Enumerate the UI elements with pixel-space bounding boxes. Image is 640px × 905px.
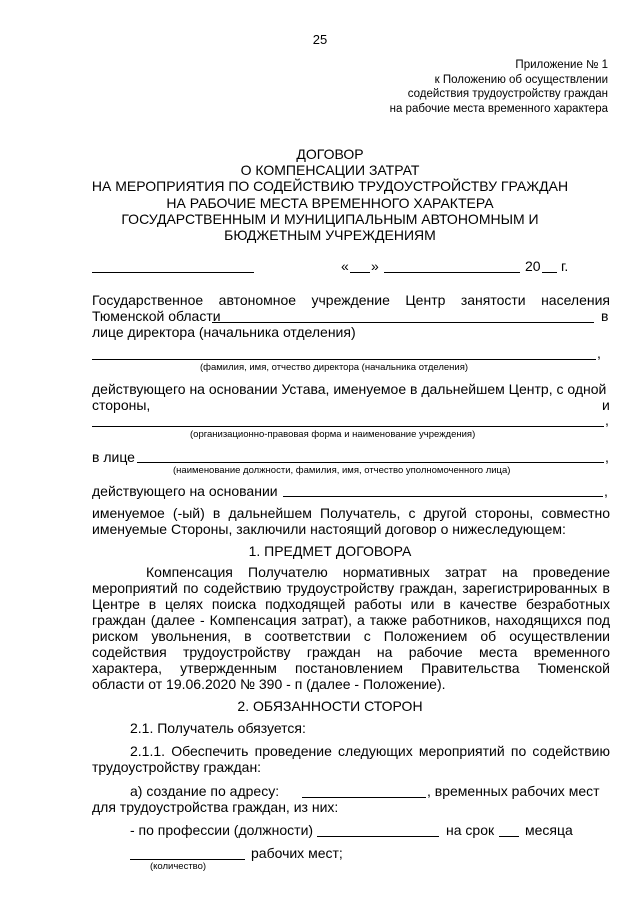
comma: , <box>604 483 608 499</box>
paragraph-line: мероприятий по содействию трудоустройству граждан, зарегистрированных в <box>92 580 610 596</box>
appendix-line: на рабочие места временного характера <box>389 102 608 115</box>
acting-basis-label: действующего на основании <box>92 483 278 499</box>
paragraph-line: Компенсация Получателю нормативных затрат на проведение <box>146 564 610 580</box>
paragraph-line: для трудоустройства граждан, из них: <box>92 799 339 815</box>
caption-director: (фамилия, имя, отчество директора (начальника отделения) <box>200 362 469 373</box>
day-blank <box>350 272 370 273</box>
section-heading: 1. ПРЕДМЕТ ДОГОВОРА <box>248 543 412 559</box>
appendix-line: к Положению об осуществлении <box>434 73 608 86</box>
clause-2-1: 2.1. Получатель обязуется: <box>130 720 306 736</box>
month-blank <box>384 272 520 273</box>
address-blank <box>302 797 426 798</box>
paragraph-line: Государственное автономное учреждение Центр занятости населения <box>92 292 610 308</box>
document-title <box>60 146 600 243</box>
term-label: на срок <box>446 822 495 838</box>
paragraph-line: граждан (далее - Компенсация затрат), а также работников, находящихся под <box>92 612 610 628</box>
place-blank <box>92 272 254 273</box>
workplaces-label: рабочих мест; <box>251 845 343 861</box>
comma: , <box>605 412 609 428</box>
profession-blank <box>317 836 439 837</box>
region-blank <box>212 322 594 323</box>
caption-person: (наименование должности, фамилия, имя, отчество уполномоченного лица) <box>173 465 511 476</box>
section-heading: 2. ОБЯЗАННОСТИ СТОРОН <box>237 698 423 714</box>
organization-blank <box>92 426 604 427</box>
caption-quantity: (количество) <box>150 861 207 872</box>
title-line: НА МЕРОПРИЯТИЯ ПО СОДЕЙСТВИЮ ТРУДОУСТРОЙСТВУ ГРАЖДАН <box>91 178 569 195</box>
term-blank <box>499 836 519 837</box>
basis-blank <box>283 496 603 497</box>
year-prefix: 20 <box>525 258 541 274</box>
paragraph-line: именуемое (-ый) в дальнейшем Получатель, с другой стороны, совместно <box>92 505 610 521</box>
title-line: О КОМПЕНСАЦИИ ЗАТРАТ <box>240 162 420 179</box>
region-label: Тюменской области <box>92 308 221 324</box>
director-name-blank <box>92 359 596 360</box>
quantity-blank <box>130 859 245 860</box>
paragraph-line: трудоустройству граждан: <box>92 759 262 775</box>
appendix-note <box>390 58 608 116</box>
title-line: ДОГОВОР <box>296 146 364 162</box>
page-number: 25 <box>312 32 328 47</box>
person-blank <box>137 462 604 463</box>
item-a-tail: , временных рабочих мест <box>427 783 600 799</box>
year-suffix: г. <box>561 258 569 274</box>
clause-2-1-1: 2.1.1. Обеспечить проведение следующих мероприятий по содействию <box>130 743 610 759</box>
director-label: лице директора (начальника отделения) <box>92 324 356 340</box>
title-line: ГОСУДАРСТВЕННЫМ И МУНИЦИПАЛЬНЫМ АВТОНОМНЫМ И <box>121 210 539 227</box>
paragraph-line: содействия трудоустройству граждан на рабочие места временного <box>92 644 610 660</box>
caption-organization: (организационно-правовая форма и наименование учреждения) <box>190 429 476 440</box>
months-label: месяца <box>525 822 573 838</box>
paragraph-line: действующего на основании Устава, именуемое в дальнейшем Центр, с одной <box>92 381 607 397</box>
title-line: НА РАБОЧИЕ МЕСТА ВРЕМЕННОГО ХАРАКТЕРА <box>166 194 494 211</box>
paragraph-line: Центре в целях поиска подходящей работы или в качестве безработных <box>92 596 610 612</box>
paragraph-line: области от 19.06.2020 № 390 - п (далее - Положение). <box>92 676 446 692</box>
profession-label: - по профессии (должности) <box>130 822 314 838</box>
in-person-label: в лице <box>92 449 135 465</box>
year-blank <box>542 272 557 273</box>
paragraph-line: характера, утвержденным постановлением Правительства Тюменской <box>92 660 610 676</box>
appendix-line: содействия трудоустройству граждан <box>407 88 608 100</box>
comma: , <box>605 449 609 465</box>
item-a-label: а) создание по адресу: <box>130 783 280 799</box>
open-quote: « <box>341 258 349 274</box>
paragraph-line: риском увольнения, в соответствии с Положением об осуществлении <box>92 628 610 644</box>
paragraph-line: именуемые Стороны, заключили настоящий договор о нижеследующем: <box>92 521 566 537</box>
comma: , <box>597 345 601 361</box>
line-end: в <box>601 308 609 324</box>
close-quote: » <box>371 258 379 274</box>
line-end: и <box>602 397 610 413</box>
paragraph-line: стороны, <box>92 397 151 413</box>
appendix-line: Приложение № 1 <box>515 59 608 71</box>
title-line: БЮДЖЕТНЫМ УЧРЕЖДЕНИЯМ <box>224 227 436 244</box>
